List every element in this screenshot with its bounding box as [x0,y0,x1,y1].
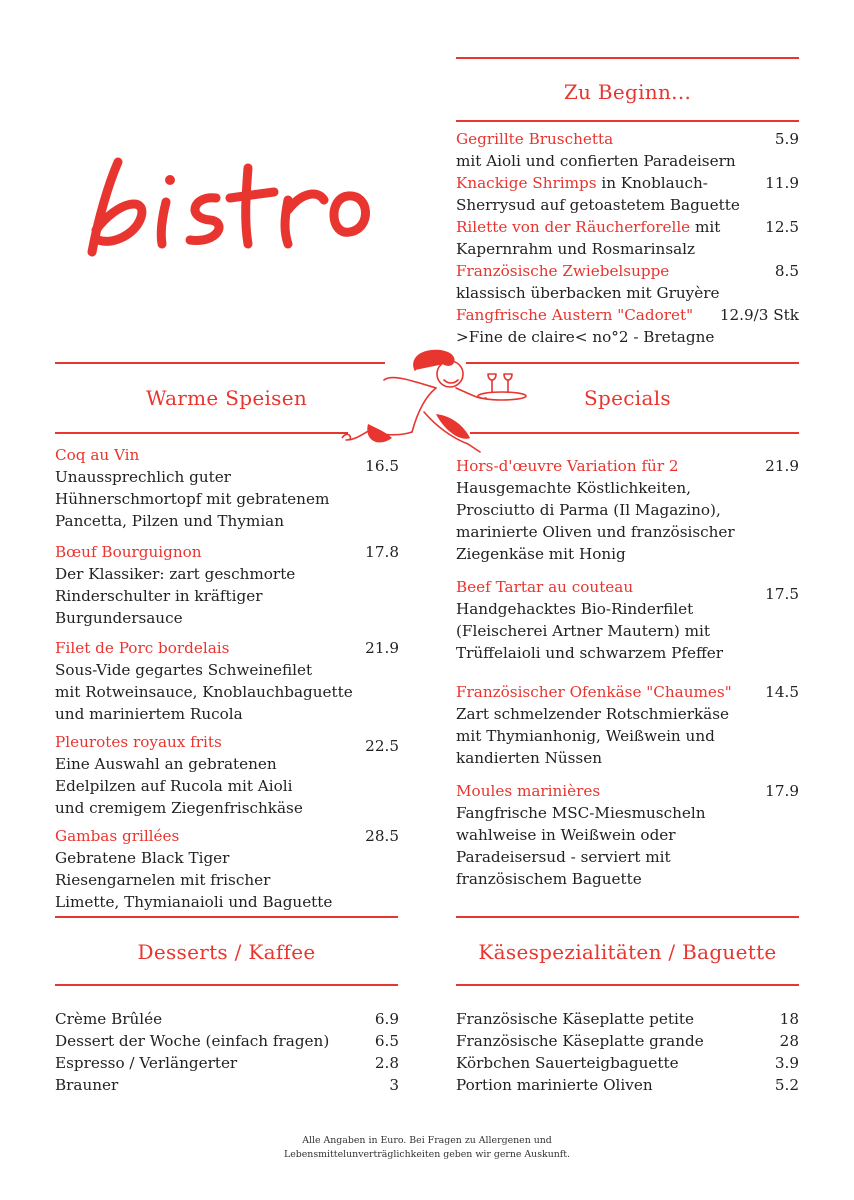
menu-item-name-line [456,172,708,194]
menu-item-name: Französischer Ofenkäse "Chaumes" [456,683,732,701]
menu-item-description: Hausgemachte Köstlichkeiten, [456,479,691,497]
menu-item-name: Pleurotes royaux frits [55,733,222,751]
menu-item-description: Paradeisersud - serviert mit [456,848,671,866]
menu-item-price: 28.5 [365,827,399,845]
menu-item-price: 6.9 [374,1010,399,1028]
divider [55,984,398,986]
menu-item-price: 3.9 [774,1054,799,1072]
section-title-warme-speisen: Warme Speisen [145,386,308,410]
divider [55,362,385,364]
menu-item-name: Knackige Shrimps [456,174,597,192]
menu-item-name: Beef Tartar au couteau [456,578,634,596]
menu-item-name: Französische Käseplatte petite [456,1010,694,1028]
menu-item-name-line [456,260,669,282]
menu-item-price: 6.5 [374,1032,399,1050]
menu-item-name: Gambas grillées [55,827,180,845]
menu-item-price: 5.2 [774,1076,799,1094]
divider [55,432,348,434]
menu-item-description: mit [690,218,721,236]
menu-item-description: mit Rotweinsauce, Knoblauchbaguette [55,683,353,701]
menu-item-name: Französische Zwiebelsuppe [456,262,670,280]
menu-item-description: Edelpilzen auf Rucola mit Aioli [55,777,293,795]
menu-item-name: Gegrillte Bruschetta [456,130,614,148]
menu-item-name: Coq au Vin [55,446,140,464]
footer-line: Lebensmittelunverträglichkeiten geben wir gerne Auskunft. [283,1149,571,1160]
menu-item-description: Sous-Vide gegartes Schweinefilet [55,661,313,679]
menu-item-price: 17.5 [765,585,799,603]
menu-item-price: 17.9 [765,782,799,800]
menu-item-description: Hühnerschmortopf mit gebratenem [55,490,330,508]
waiter-illustration [340,340,530,455]
divider [456,916,799,918]
menu-item-description: und mariniertem Rucola [55,705,243,723]
menu-item-name-line [55,731,222,753]
menu-item-name: Dessert der Woche (einfach fragen) [55,1032,330,1050]
menu-item-description: >Fine de claire< no°2 - Bretagne [456,328,715,346]
bistro-logo [78,140,388,260]
menu-item-name: Hors-d'œuvre Variation für 2 [456,457,679,475]
menu-item-name: Moules marinières [456,782,601,800]
menu-item-description: kandierten Nüssen [456,749,602,767]
menu-item-description: Trüffelaioli und schwarzem Pfeffer [456,644,723,662]
menu-item-name-line [55,825,179,847]
menu-item-price: 16.5 [365,457,399,475]
menu-item-description: in Knoblauch- [596,174,708,192]
menu-item-price: 22.5 [365,737,399,755]
menu-item-name: Rilette von der Räucherforelle [456,218,691,236]
menu-item-description: wahlweise in Weißwein oder [456,826,676,844]
menu-item-description: Zart schmelzender Rotschmierkäse [456,705,730,723]
menu-item-description: Ziegenkäse mit Honig [456,545,626,563]
menu-item-description: Eine Auswahl an gebratenen [55,755,277,773]
menu-item-name-line [456,216,720,238]
menu-item-price: 8.5 [774,262,799,280]
section-title-desserts: Desserts / Kaffee [137,940,316,964]
menu-item-price: 11.9 [765,174,799,192]
menu-item-price: 17.8 [365,543,399,561]
menu-item-description: Sherrysud auf getoastetem Baguette [456,196,740,214]
menu-item-price: 2.8 [374,1054,399,1072]
menu-item-price: 21.9 [365,639,399,657]
menu-item-description: klassisch überbacken mit Gruyère [456,284,720,302]
menu-item-name-line [55,541,202,563]
menu-item-price: 5.9 [774,130,799,148]
menu-item-name: Brauner [55,1076,119,1094]
menu-item-description: französischem Baguette [456,870,642,888]
menu-item-description: mit Thymianhonig, Weißwein und [456,727,715,745]
menu-item-name-line [456,128,613,150]
menu-item-price: 18 [779,1010,799,1028]
menu-item-name-line [456,304,693,326]
divider [55,916,398,918]
footer-line: Alle Angaben in Euro. Bei Fragen zu Allergenen und [302,1135,552,1146]
menu-item-name: Körbchen Sauerteigbaguette [456,1054,679,1072]
menu-item-name-line [55,637,229,659]
menu-item-name: Filet de Porc bordelais [55,639,230,657]
menu-item-description: Fangfrische MSC-Miesmuscheln [456,804,706,822]
menu-item-name-line [55,444,139,466]
menu-item-name: Portion marinierte Oliven [456,1076,653,1094]
footer-note [0,1134,854,1162]
menu-item-description: Riesengarnelen mit frischer [55,871,271,889]
section-title-zu-beginn: Zu Beginn... [563,80,692,104]
menu-item-price: 28 [779,1032,799,1050]
menu-item-name: Espresso / Verlängerter [55,1054,238,1072]
menu-item-description: Handgehacktes Bio-Rinderfilet [456,600,694,618]
menu-item-description: Burgundersauce [55,609,183,627]
menu-item-price: 14.5 [765,683,799,701]
menu-item-description: und cremigem Ziegenfrischkäse [55,799,303,817]
menu-item-price: 3 [389,1076,399,1094]
menu-item-name: Französische Käseplatte grande [456,1032,704,1050]
section-title-specials: Specials [584,386,671,410]
menu-item-description: Gebratene Black Tiger [55,849,230,867]
section-title-kaese: Käsespezialitäten / Baguette [478,940,777,964]
menu-item-description: (Fleischerei Artner Mautern) mit [456,622,710,640]
menu-item-description: Kapernrahm und Rosmarinsalz [456,240,696,258]
menu-item-name-line [456,780,600,802]
menu-item-name-line [456,681,732,703]
menu-item-name: Fangfrische Austern "Cadoret" [456,306,694,324]
menu-item-description: marinierte Oliven und französischer [456,523,735,541]
menu-item-description: Prosciutto di Parma (Il Magazino), [456,501,721,519]
menu-item-description: mit Aioli und confierten Paradeisern [456,152,736,170]
divider [456,57,799,59]
menu-item-name-line [456,455,679,477]
menu-item-name: Bœuf Bourguignon [55,543,202,561]
menu-item-price: 21.9 [765,457,799,475]
menu-item-price: 12.5 [765,218,799,236]
menu-item-description: Rinderschulter in kräftiger [55,587,263,605]
divider [456,120,799,122]
menu-item-description: Pancetta, Pilzen und Thymian [55,512,285,530]
divider [456,984,799,986]
menu-item-description: Limette, Thymianaioli und Baguette [55,893,333,911]
menu-item-description: Unaussprechlich guter [55,468,231,486]
menu-item-name-line [456,576,633,598]
menu-item-name: Crème Brûlée [55,1010,163,1028]
menu-item-description: Der Klassiker: zart geschmorte [55,565,296,583]
menu-item-price: 12.9/3 Stk [719,306,799,324]
